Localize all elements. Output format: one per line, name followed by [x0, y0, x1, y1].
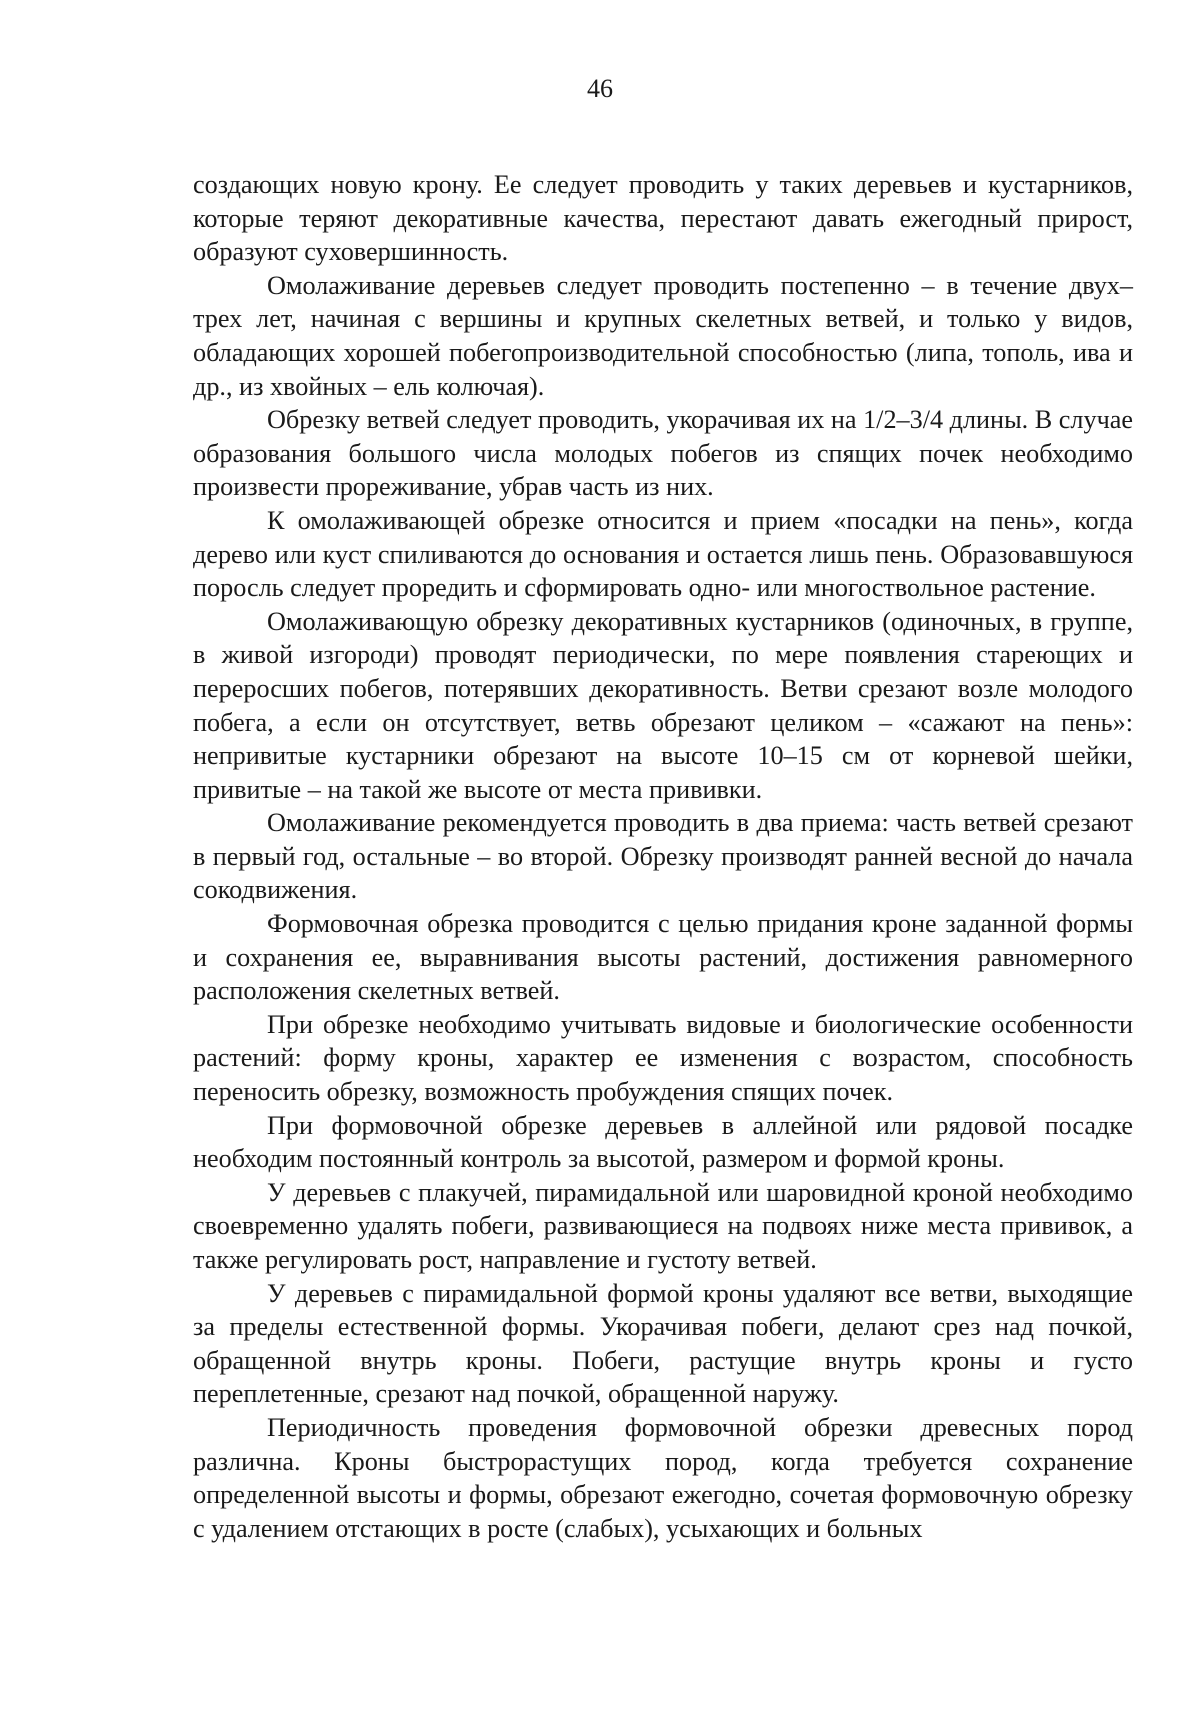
text-body [193, 168, 1133, 1545]
paragraph: У деревьев с пирамидальной формой кроны удаляют все ветви, выходящие за пределы естественной формы. Укорачивая побеги, делают срез над почкой, обращенной внутрь кроны. Побеги, растущие внутрь кроны и густо переплетенные, срезают над почкой, обращенной наружу. [193, 1278, 1133, 1409]
page-number: 46 [587, 74, 613, 103]
paragraph: При обрезке необходимо учитывать видовые и биологические особенности растений: форму кроны, характер ее изменения с возрастом, способность переносить обрезку, возможность пробуждения спящих почек. [193, 1009, 1133, 1107]
paragraph: При формовочной обрезке деревьев в аллейной или рядовой посадке необходим постоянный контроль за высотой, размером и формой кроны. [193, 1110, 1133, 1174]
paragraph: У деревьев с плакучей, пирамидальной или шаровидной кроной необходимо своевременно удалять побеги, развивающиеся на подвоях ниже места прививок, а также регулировать рост, направление и густоту ветвей. [193, 1177, 1133, 1274]
paragraph: Периодичность проведения формовочной обрезки древесных пород различна. Кроны быстрорастущих пород, когда требуется сохранение определенной высоты и формы, обрезают ежегодно, сочетая формовочную обрезку с удалением отстающих в росте (слабых), усыхающих и больных [193, 1412, 1133, 1543]
paragraph: Омолаживающую обрезку декоративных кустарников (одиночных, в группе, в живой изгороди) проводят периодически, по мере появления стареющих и переросших побегов, потерявших декоративность. Ветви срезают возле молодого побега, а если он отсутствует, ветвь обрезают целиком – «сажают на пень»: непривитые кустарники обрезают на высоте 10–15 см от корневой шейки, привитые – на такой же высоте от места прививки. [193, 606, 1133, 804]
paragraph: создающих новую крону. Ее следует проводить у таких деревьев и кустарников, которые теряют декоративные качества, перестают давать ежегодный прирост, образуют суховершинность. [193, 170, 1133, 267]
paragraph: Обрезку ветвей следует проводить, укорачивая их на 1/2–3/4 длины. В случае образования большого числа молодых побегов из спящих почек необходимо произвести прореживание, убрав часть из них. [193, 405, 1133, 502]
paragraph: К омолаживающей обрезке относится и прием «посадки на пень», когда дерево или куст спиливаются до основания и остается лишь пень. Образовавшуюся поросль следует проредить и сформировать одно- или многоствольное растение. [193, 505, 1133, 603]
paragraph: Омолаживание рекомендуется проводить в два приема: часть ветвей срезают в первый год, остальные – во второй. Обрезку производят ранней весной до начала сокодвижения. [193, 808, 1133, 905]
paragraph: Омолаживание деревьев следует проводить постепенно – в течение двух–трех лет, начиная с вершины и крупных скелетных ветвей, и только у видов, обладающих хорошей побегопроизводительной способностью (липа, тополь, ива и др., из хвойных – ель колючая). [193, 270, 1133, 401]
paragraph: Формовочная обрезка проводится с целью придания кроне заданной формы и сохранения ее, выравнивания высоты растений, достижения равномерного расположения скелетных ветвей. [193, 909, 1133, 1006]
